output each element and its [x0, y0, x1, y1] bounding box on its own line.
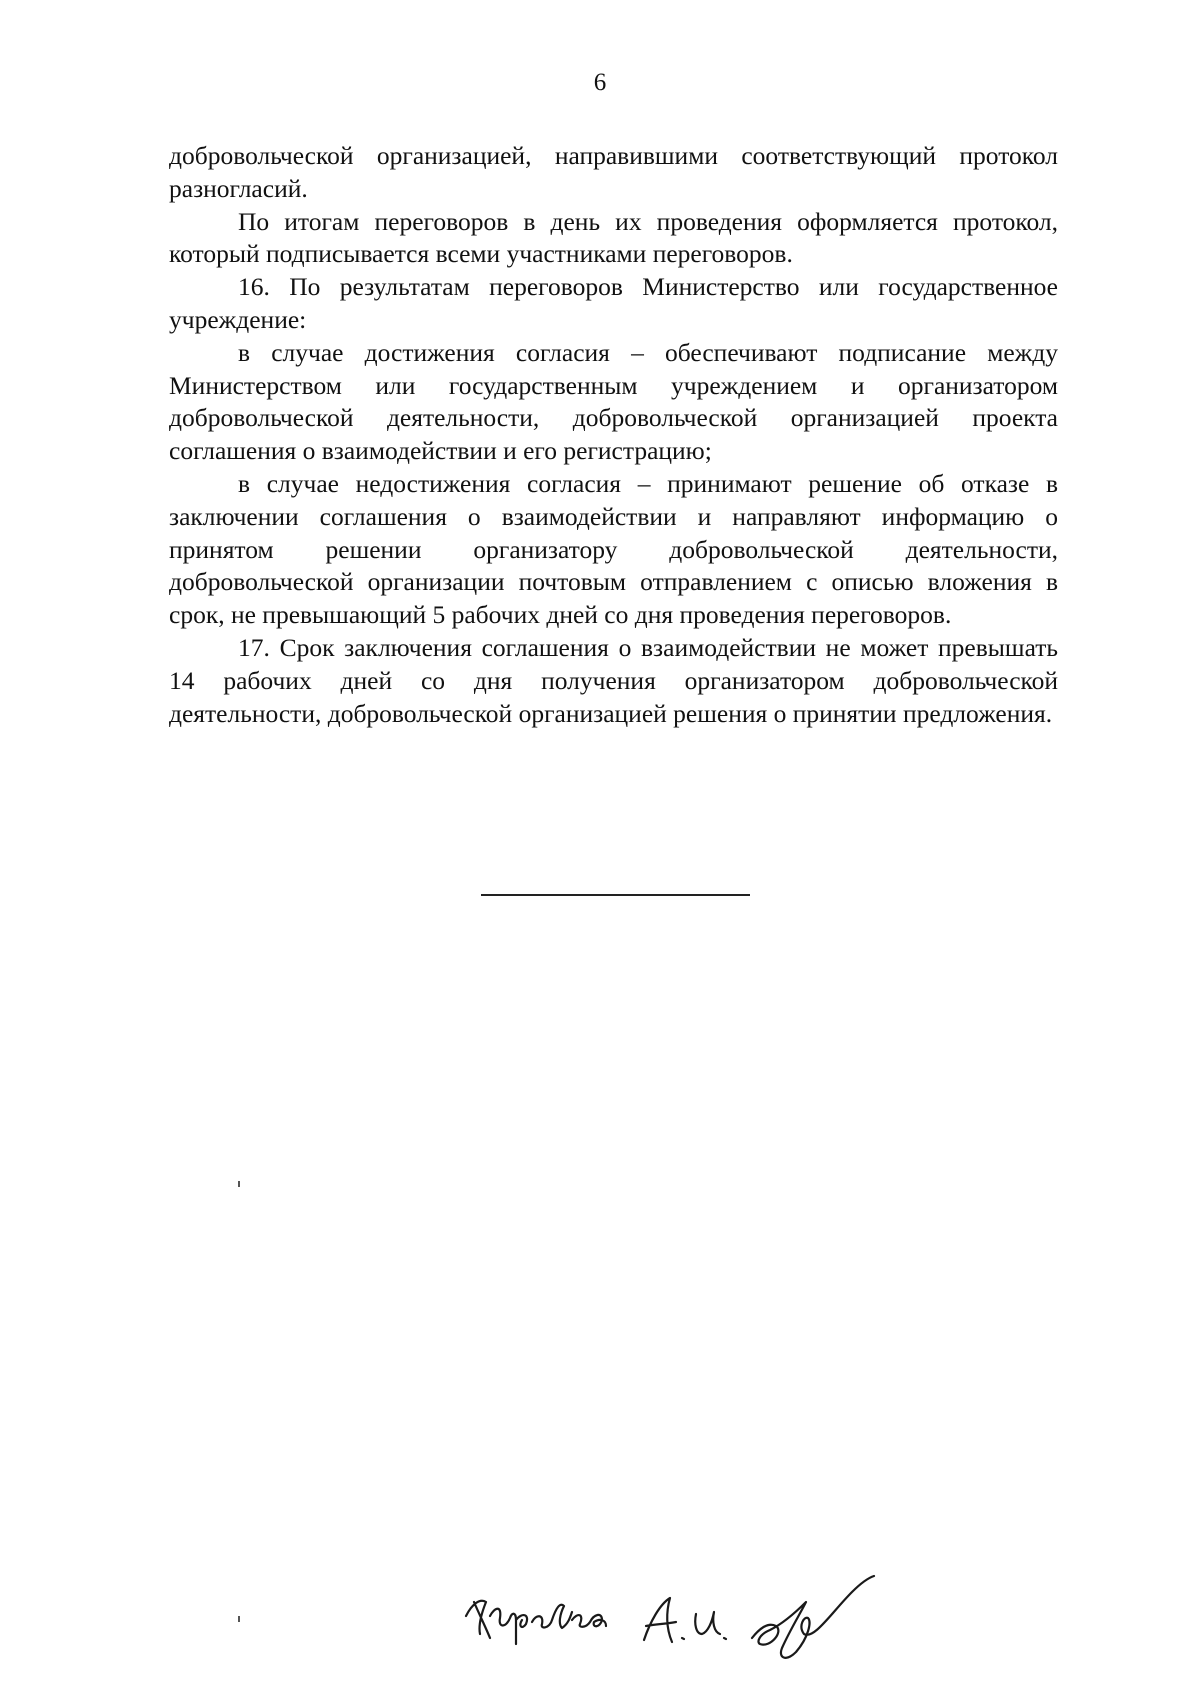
paragraph-agreement-reached: в случае достижения согласия – обеспечивают подписание между Министерством или государственным учреждением и организатором добровольческой деятельности, добровольческой организацией проекта соглашения о взаимодействии и его регистрацию; [169, 337, 1058, 466]
paragraph-continuation: добровольческой организацией, направившими соответствующий протокол разногласий. [169, 141, 1058, 203]
scan-artifact-dot [238, 1616, 240, 1622]
paragraph-agreement-not-reached: в случае недостижения согласия – принимают решение об отказе в заключении соглашения о взаимодействии и направляют информацию о принятом решении организатору добровольческой деятельности, добровольческой организации почтовым отправлением с описью вложения в срок, не превышающий 5 рабочих дней со дня проведения переговоров. [169, 468, 1058, 630]
handwritten-signature [460, 1568, 900, 1668]
paragraph-item-16: 16. По результатам переговоров Министерство или государственное учреждение: [169, 272, 1058, 334]
scan-artifact-dot [238, 1181, 240, 1187]
document-body [169, 140, 1058, 730]
paragraph-negotiation-protocol: По итогам переговоров в день их проведения оформляется протокол, который подписывается всеми участниками переговоров. [169, 206, 1058, 269]
end-separator-line [481, 894, 750, 896]
paragraph-item-17: 17. Срок заключения соглашения о взаимодействии не может превышать 14 рабочих дней со дня получения организатором добровольческой деятельности, добровольческой организацией решения о принятии предложения. [169, 632, 1058, 728]
page-number: 6 [593, 69, 607, 96]
